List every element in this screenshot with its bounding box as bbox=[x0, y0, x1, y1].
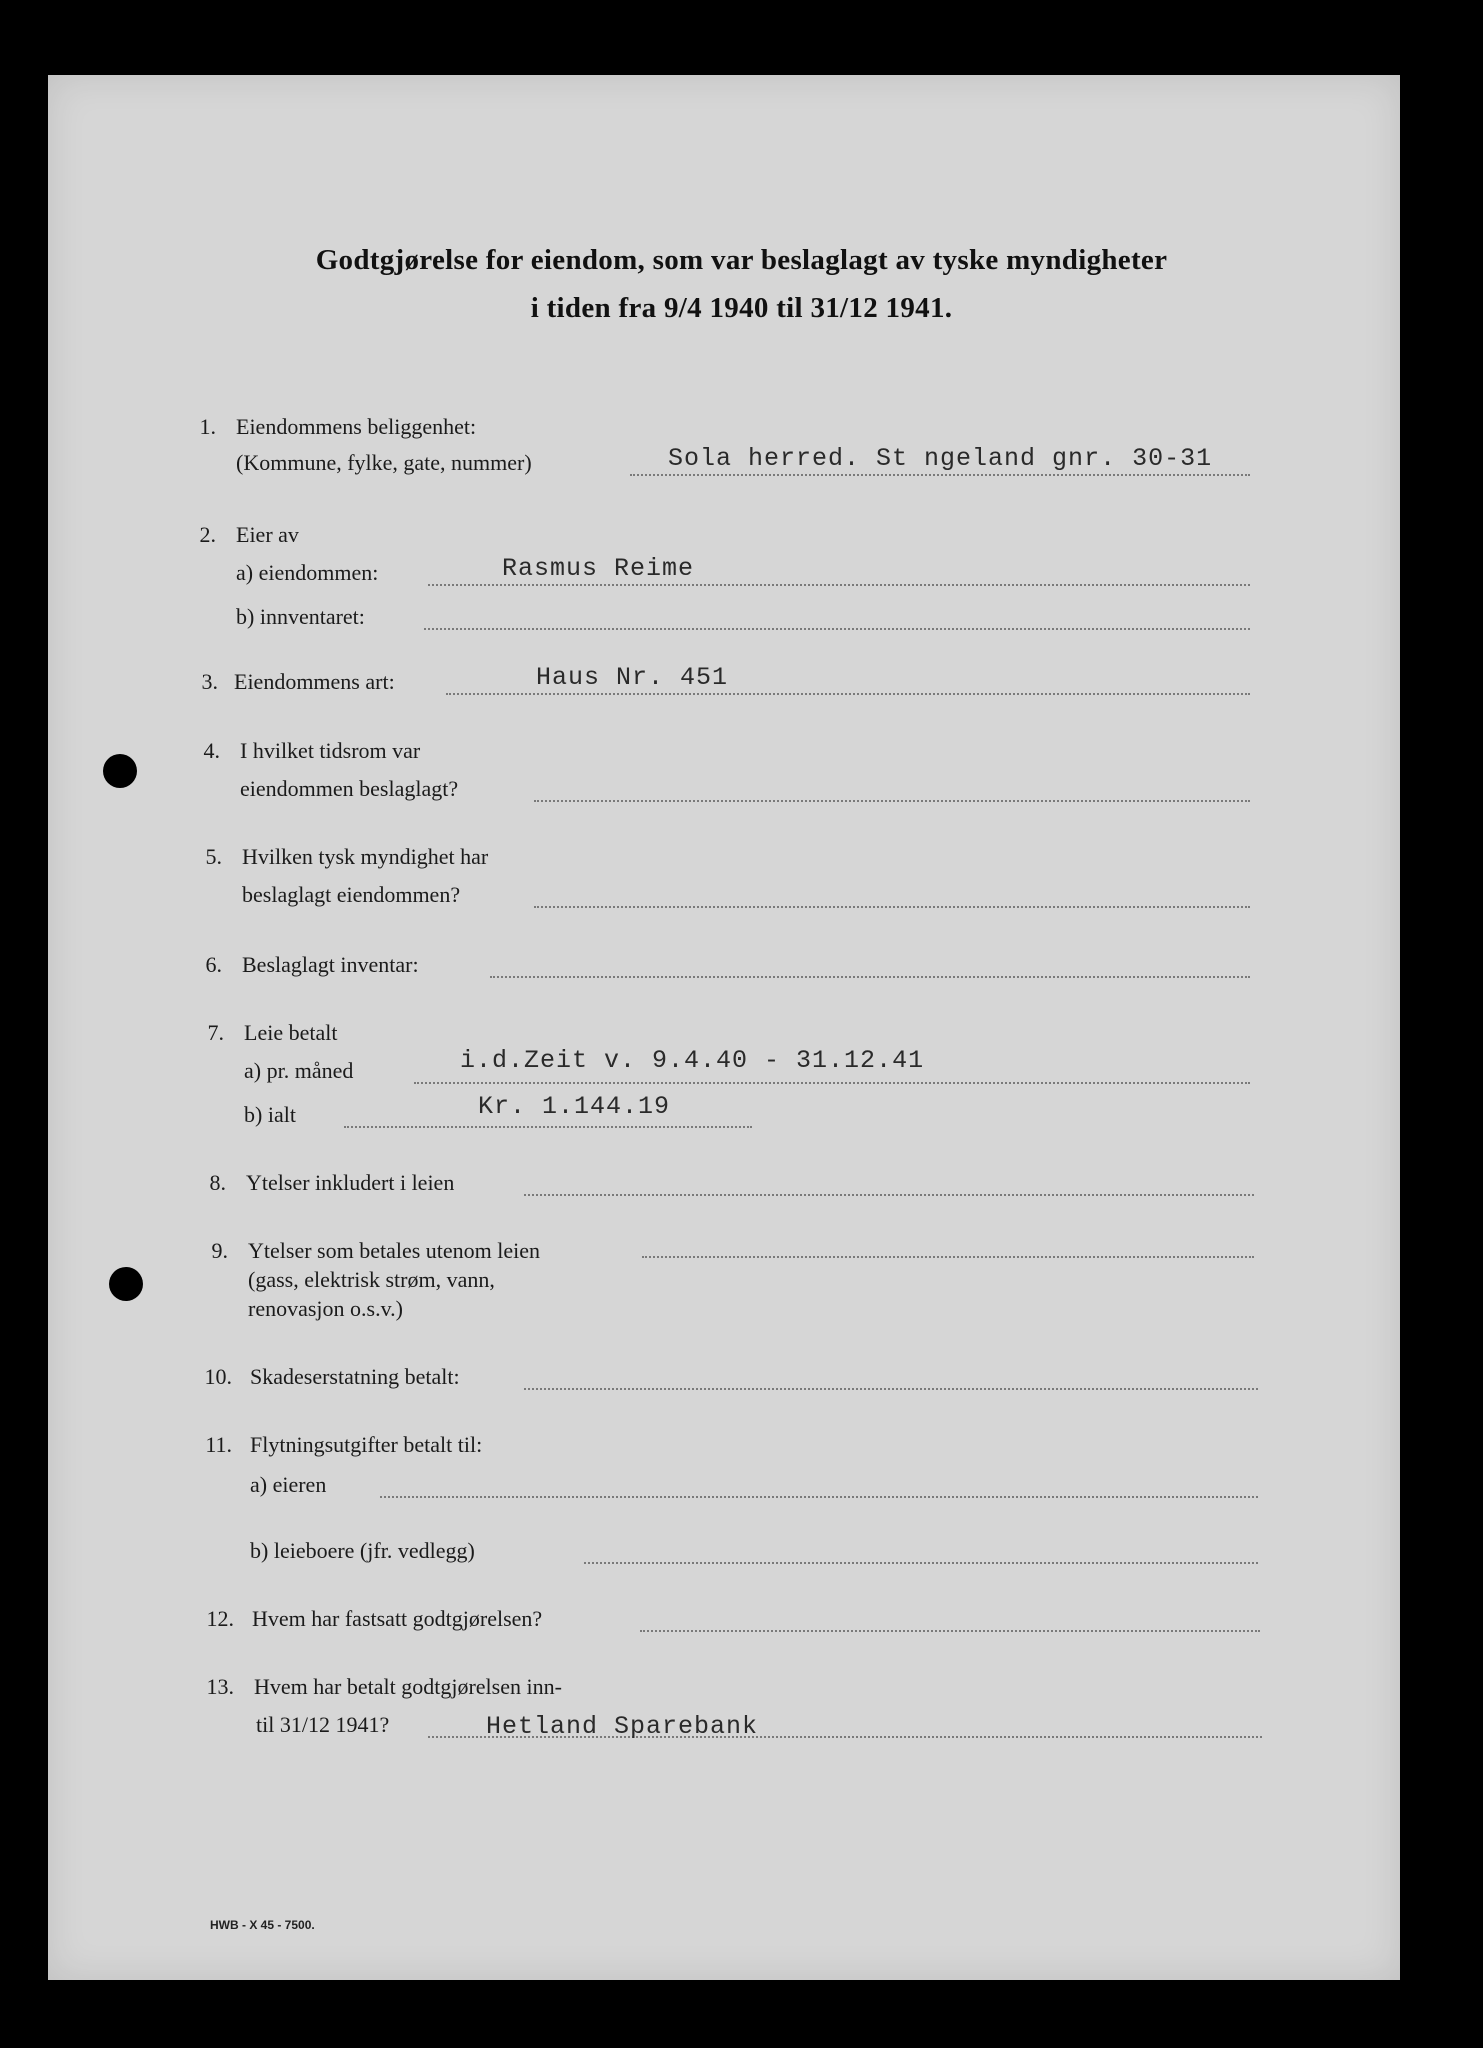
answer-line bbox=[640, 1630, 1260, 1632]
item-number: 6. bbox=[205, 952, 222, 977]
item-number: 8. bbox=[209, 1170, 226, 1195]
punch-hole-top bbox=[103, 754, 137, 788]
item-number: 4. bbox=[203, 738, 220, 763]
item-label: (gass, elektrisk strøm, vann, bbox=[248, 1267, 495, 1292]
item-label: Hvem har fastsatt godtgjørelsen? bbox=[252, 1606, 543, 1631]
answer-value: Haus Nr. 451 bbox=[536, 663, 729, 692]
form-footer: HWB - X 45 - 7500. bbox=[210, 1918, 315, 1932]
item-label: Hvilken tysk myndighet har bbox=[242, 844, 489, 869]
item-label: Ytelser inkludert i leien bbox=[246, 1170, 455, 1195]
item-label: Hvem har betalt godtgjørelsen inn- bbox=[254, 1674, 562, 1699]
item-number: 13. bbox=[206, 1674, 234, 1699]
item-number: 2. bbox=[199, 522, 216, 547]
answer-line bbox=[642, 1256, 1254, 1258]
answer-value: Hetland Sparebank bbox=[486, 1712, 759, 1741]
answer-value: Sola herred. St ngeland gnr. 30-31 bbox=[668, 444, 1213, 473]
item-number: 7. bbox=[207, 1020, 224, 1045]
item-label: Beslaglagt inventar: bbox=[242, 952, 419, 977]
item-label: beslaglagt eiendommen? bbox=[242, 882, 461, 907]
item-label: Ytelser som betales utenom leien bbox=[248, 1238, 541, 1263]
item-label: b) leieboere (jfr. vedlegg) bbox=[250, 1538, 475, 1563]
answer-line bbox=[344, 1126, 752, 1128]
item-label: eiendommen beslaglagt? bbox=[240, 776, 459, 801]
answer-value: Rasmus Reime bbox=[502, 554, 695, 583]
answer-line bbox=[524, 1194, 1254, 1196]
answer-line bbox=[424, 628, 1250, 630]
item-label: til 31/12 1941? bbox=[256, 1712, 390, 1737]
answer-line bbox=[414, 1082, 1250, 1084]
item-number: 10. bbox=[204, 1364, 232, 1389]
item-label: Flytningsutgifter betalt til: bbox=[250, 1432, 483, 1457]
answer-line bbox=[524, 1388, 1258, 1390]
answer-line bbox=[534, 800, 1250, 802]
item-label: Eier av bbox=[236, 522, 299, 547]
item-label: renovasjon o.s.v.) bbox=[248, 1296, 403, 1321]
answer-line bbox=[534, 906, 1250, 908]
item-label: I hvilket tidsrom var bbox=[240, 738, 421, 763]
item-label: Leie betalt bbox=[244, 1020, 338, 1045]
item-label: Eiendommens art: bbox=[234, 669, 395, 694]
answer-value: i.d.Zeit v. 9.4.40 - 31.12.41 bbox=[460, 1046, 925, 1075]
item-label: Skadeserstatning betalt: bbox=[250, 1364, 460, 1389]
answer-line bbox=[630, 474, 1250, 476]
item-number: 11. bbox=[205, 1432, 232, 1457]
answer-line bbox=[428, 584, 1250, 586]
item-label: a) eieren bbox=[250, 1472, 327, 1497]
punch-hole-bottom bbox=[109, 1267, 143, 1301]
item-label: b) innventaret: bbox=[236, 604, 365, 629]
answer-value: Kr. 1.144.19 bbox=[478, 1092, 671, 1121]
form-title-line1: Godtgjørelse for eiendom, som var beslaglagt av tyske myndigheter bbox=[315, 244, 1168, 276]
item-label: (Kommune, fylke, gate, nummer) bbox=[236, 450, 532, 475]
item-number: 1. bbox=[199, 414, 216, 439]
answer-line bbox=[380, 1496, 1258, 1498]
answer-line bbox=[584, 1562, 1258, 1564]
item-label: b) ialt bbox=[244, 1102, 296, 1127]
item-number: 3. bbox=[201, 669, 218, 694]
form-title-line2: i tiden fra 9/4 1940 til 31/12 1941. bbox=[530, 292, 953, 324]
item-label: a) pr. måned bbox=[244, 1058, 354, 1083]
item-label: a) eiendommen: bbox=[236, 560, 379, 585]
item-number: 5. bbox=[205, 844, 222, 869]
answer-line bbox=[490, 976, 1250, 978]
answer-line bbox=[446, 693, 1250, 695]
item-number: 9. bbox=[211, 1238, 228, 1263]
item-label: Eiendommens beliggenhet: bbox=[236, 414, 477, 439]
item-number: 12. bbox=[206, 1606, 234, 1631]
